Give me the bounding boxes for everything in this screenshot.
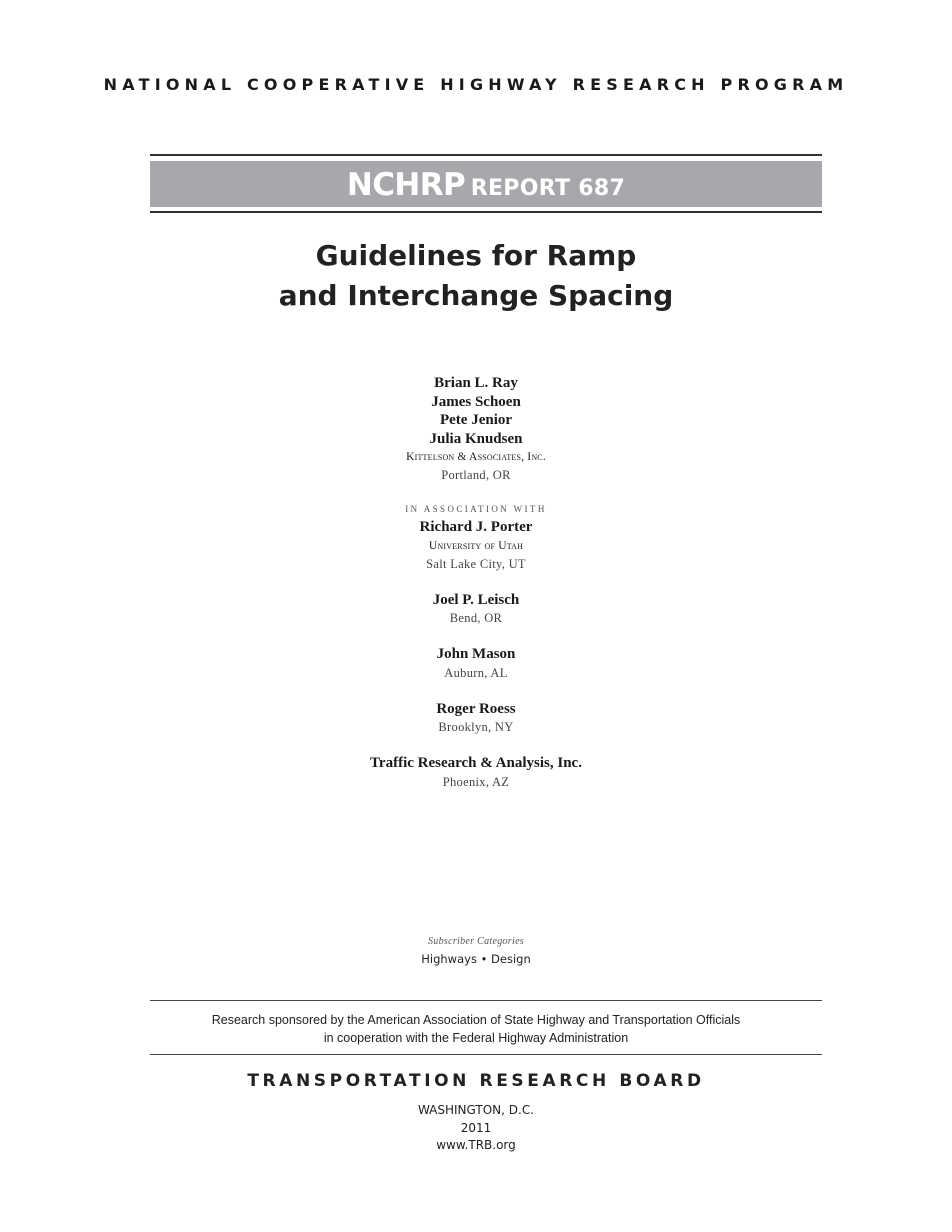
- associate-name: Joel P. Leisch: [432, 591, 520, 608]
- associate-location: Salt Lake City, UT: [426, 556, 526, 571]
- author-organization: Kittelson & Associates, Inc.: [406, 451, 546, 463]
- associate-name: Traffic Research & Analysis, Inc.: [370, 755, 582, 771]
- associate-location: Auburn, AL: [444, 665, 508, 680]
- subscriber-label: Subscriber Categories: [427, 936, 525, 947]
- associate-name: John Mason: [436, 646, 516, 662]
- sponsor-line-2: in cooperation with the Federal Highway Administration: [323, 1031, 629, 1045]
- author-block: [0, 374, 952, 791]
- associate-location: Bend, OR: [449, 611, 503, 625]
- program-name: NATIONAL COOPERATIVE HIGHWAY RESEARCH PROGRAM: [103, 75, 849, 94]
- banner-top-rule: [150, 154, 822, 156]
- subscriber-category-list: Highways • Design: [421, 952, 531, 966]
- publication-year: 2011: [460, 1120, 492, 1135]
- title-line-1: Guidelines for Ramp: [315, 239, 637, 272]
- author-location: Portland, OR: [441, 468, 511, 482]
- association-label: IN ASSOCIATION WITH: [405, 504, 547, 514]
- author-name: James Schoen: [431, 393, 521, 410]
- report-title: [0, 236, 952, 316]
- author-name: Brian L. Ray: [434, 375, 518, 391]
- author-name: Pete Jenior: [439, 412, 513, 428]
- associate-name: Roger Roess: [436, 700, 516, 717]
- publisher-url: www.TRB.org: [436, 1138, 516, 1152]
- publisher-city: WASHINGTON, D.C.: [417, 1103, 535, 1117]
- publication-info: [0, 1102, 952, 1155]
- associate-location: Phoenix, AZ: [442, 774, 510, 789]
- publisher-name: TRANSPORTATION RESEARCH BOARD: [247, 1071, 705, 1091]
- report-number: REPORT 687: [470, 176, 626, 201]
- associate-organization: University of Utah: [428, 539, 524, 552]
- sponsor-top-rule: [150, 1000, 822, 1001]
- report-banner: [150, 161, 822, 207]
- sponsor-bottom-rule: [150, 1054, 822, 1055]
- associate-location: Brooklyn, NY: [438, 720, 514, 734]
- author-name: Julia Knudsen: [429, 430, 523, 447]
- banner-bottom-rule: [150, 211, 822, 213]
- associate-name: Richard J. Porter: [419, 519, 533, 535]
- sponsor-line-1: Research sponsored by the American Association of State Highway and Transportation Officials: [211, 1013, 741, 1027]
- subscriber-categories: [0, 935, 952, 969]
- report-series: NCHRP: [346, 167, 466, 203]
- title-line-2: and Interchange Spacing: [278, 279, 674, 312]
- sponsor-statement: [0, 1011, 952, 1047]
